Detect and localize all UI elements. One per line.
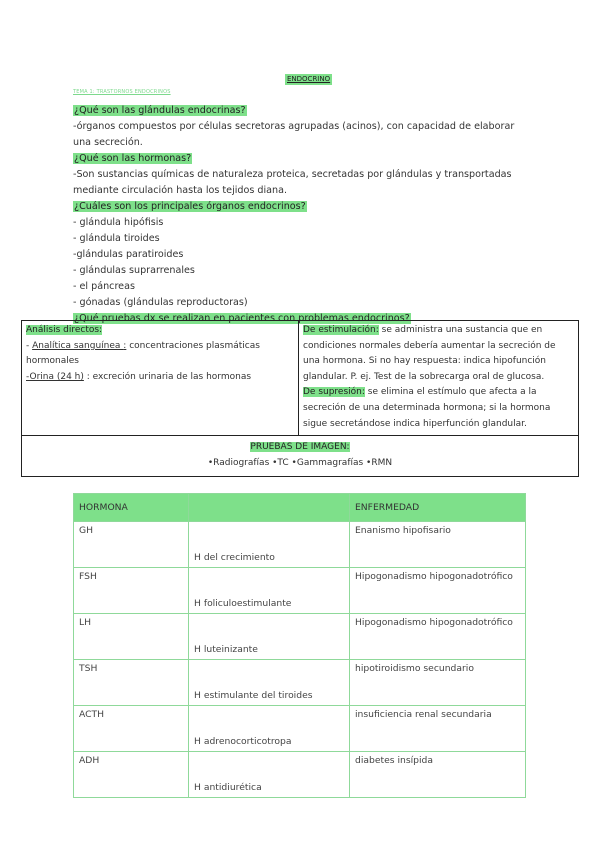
imagen-title: PRUEBAS DE IMAGEN: [250,442,350,453]
estimulacion-label: De estimulación: [303,325,379,335]
pruebas-imagen-cell [22,436,579,477]
imagen-list: •Radiografías •TC •Gammagrafías •RMN [207,458,393,468]
question-glandulas: ¿Qué son las glándulas endocrinas? [74,105,246,116]
table-row: FSH H foliculoestimulante Hipogonadismo hipogonadotrófico [74,568,526,614]
hormonas-table [73,493,526,798]
orina-label: -Orina (24 h) [26,371,84,382]
question-hormonas: ¿Qué son las hormonas? [74,153,192,164]
list-item: - glándula tiroides [73,233,160,244]
header-descripcion [189,494,350,522]
answer-line: -Son sustancias químicas de naturaleza proteica, secretadas por glándulas y transportadas [73,169,512,180]
pruebas-table [21,320,579,477]
table-row: LH H luteinizante Hipogonadismo hipogonadotrófico [74,614,526,660]
document-title: ENDOCRINO [287,75,331,83]
table-row: ACTH H adrenocorticotropa insuficiencia renal secundaria [74,706,526,752]
pruebas-funcionales-cell: De estimulación: se administra una sustancia que en condiciones normales debería aumentar la secreción de una hormona. Si no hay respuesta: indica hipofunción glandular. P. ej. Test de la sobrecarga oral de glucosa. De supresión: se elimina el estímulo que afecta a la secreción de una determinada hormona; si la hormona sigue secretándose indica hiperfunción glandular. [299,321,579,436]
document-subtitle: TEMA 1: TRASTORNOS ENDOCRINOS [73,89,171,95]
analisis-directos-cell: Análisis directos: - Analítica sanguínea : concentraciones plasmáticas hormonales -Orina (24 h) : excreción urinaria de las hormonas [22,321,299,436]
table-row: TSH H estimulante del tiroides hipotiroidismo secundario [74,660,526,706]
question-pruebas: ¿Qué pruebas dx se realizan en pacientes con problemas endocrinos? [74,313,410,324]
list-item: - el páncreas [73,281,135,292]
list-item: -glándulas paratiroides [73,249,184,260]
header-hormona: HORMONA [74,494,189,522]
table-row: ADH H antidiurética diabetes insípida [74,752,526,798]
directos-title: Análisis directos: [26,325,103,335]
table-row: GH H del crecimiento Enanismo hipofisario [74,522,526,568]
table-header-row [74,494,526,522]
list-item: - glándula hipófisis [73,217,164,228]
answer-line: mediante circulación hasta los tejidos diana. [73,185,288,196]
list-item: - glándulas suprarrenales [73,265,195,276]
supresion-label: De supresión: [303,387,365,398]
answer-line: -órganos compuestos por células secretoras agrupadas (acinos), con capacidad de elaborar [73,121,515,132]
questions-section [73,103,543,327]
analitica-label: Analítica sanguínea [32,340,124,351]
list-item: - gónadas (glándulas reproductoras) [73,297,248,308]
question-organos: ¿Cuáles son los principales órganos endocrinos? [74,201,306,212]
answer-line: una secreción. [73,137,143,148]
header-enfermedad: ENFERMEDAD [350,494,526,522]
